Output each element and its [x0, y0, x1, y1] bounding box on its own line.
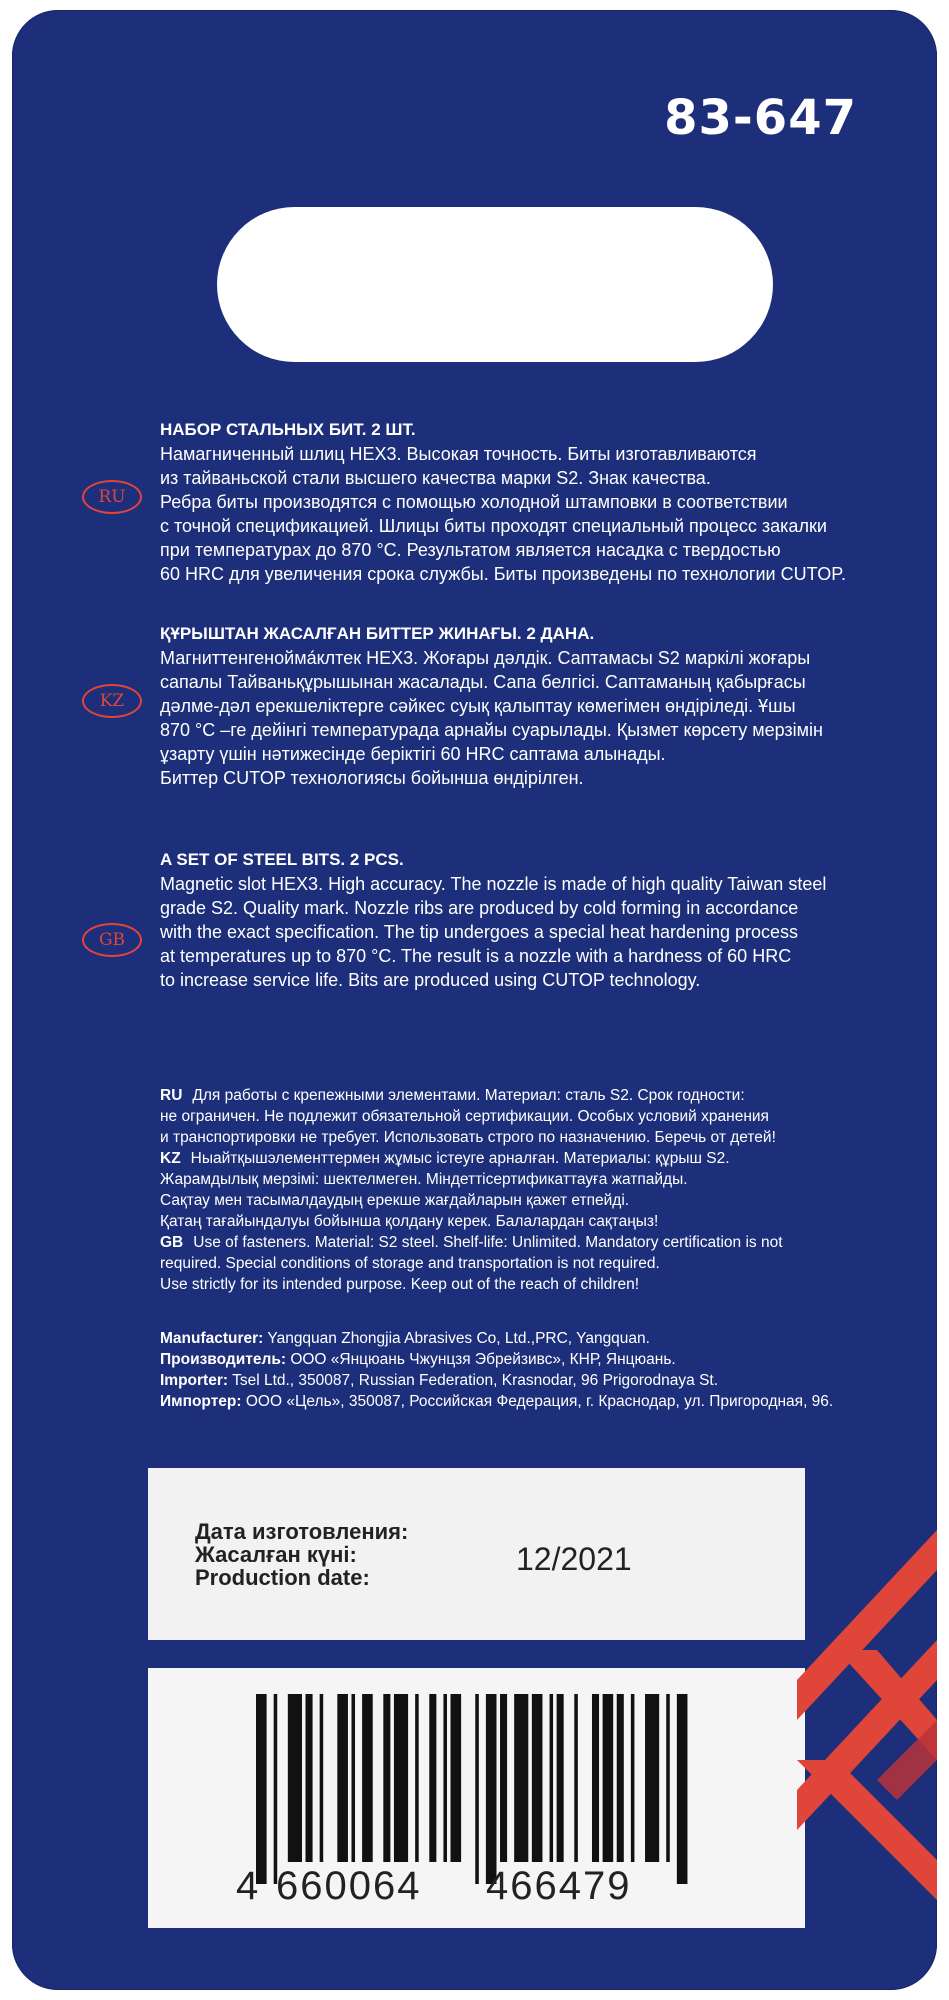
importer-ru-line: Импортер: ООО «Цель», 350087, Российская Федерация, г. Краснодар, ул. Пригородная, 96. — [160, 1393, 834, 1410]
note-code: KZ — [160, 1150, 181, 1167]
production-date-value: 12/2021 — [516, 1541, 632, 1577]
note-line: Жарамдылық мерзімі: шектелмеген. Міндеттісертификаттауға жатпайды. — [160, 1171, 688, 1188]
note-line: required. Special conditions of storage and transportation is not required. — [160, 1255, 660, 1272]
lang-badge-gb: GB — [82, 923, 142, 957]
section-title: НАБОР СТАЛЬНЫХ БИТ. 2 ШТ. — [160, 420, 416, 439]
production-date-labels: Дата изготовления: Жасалған күні: Production date: — [195, 1519, 409, 1590]
section-ru — [160, 418, 900, 586]
barcode-box — [148, 1668, 805, 1928]
note-line: и транспортировки не требует. Использовать строго по назначению. Беречь от детей! — [160, 1129, 776, 1146]
lang-badge-ru: RU — [82, 480, 142, 514]
note-line: Use strictly for its intended purpose. Keep out of the reach of children! — [160, 1276, 640, 1293]
producer-line: Производитель: ООО «Янцюань Чжунцзя Эбрейзивс», КНР, Янцюань. — [160, 1351, 676, 1368]
note-line: Для работы с крепежными элементами. Материал: сталь S2. Срок годности: — [192, 1087, 745, 1104]
barcode-digits-left: 660064 — [276, 1864, 422, 1908]
note-line: Қатаң тағайындалуы бойынша қолдану керек. Балалардан сақтаңыз! — [160, 1213, 659, 1230]
barcode-icon — [256, 1694, 691, 1884]
barcode-digit-first: 4 — [236, 1864, 261, 1908]
note-kz — [160, 1148, 900, 1232]
note-code: RU — [160, 1087, 183, 1104]
note-line: не ограничен. Не подлежит обязательной сертификации. Особых условий хранения — [160, 1108, 769, 1125]
section-title: A SET OF STEEL BITS. 2 PCS. — [160, 850, 404, 869]
hang-hole — [217, 207, 773, 362]
note-line: Ныайтқышэлементтермен жұмыс істеуге арналған. Материалы: құрыш S2. — [190, 1150, 730, 1167]
importer-line: Importer: Tsel Ltd., 350087, Russian Federation, Krasnodar, 96 Prigorodnaya St. — [160, 1372, 719, 1389]
manufacturer-info — [160, 1328, 920, 1412]
decorative-stripes-icon — [797, 1530, 937, 1950]
package-card — [12, 10, 937, 1990]
note-ru — [160, 1085, 900, 1148]
lang-badge-kz: KZ — [82, 684, 142, 718]
sku-number: 83-647 — [664, 90, 857, 146]
section-text: Намагниченный шлиц HEX3. Высокая точность. Биты изготавливаются из тайваньской стали высшего качества марки S2. Знак качества. Ребра биты производятся с помощью холодной штамповки в соответствии с точной спецификацией. Шлицы биты проходят специальный процесс закалки при температурах до 870 °С. Результатом является насадка с твердостью 60 HRC для увеличения срока службы. Биты произведены по технологии CUTOP. — [160, 444, 846, 584]
section-title: ҚҰРЫШТАН ЖАСАЛҒАН БИТТЕР ЖИНАҒЫ. 2 ДАНА. — [160, 624, 595, 643]
section-text: Магниттенгенойма́клтек HEX3. Жоғары дәлдік. Саптамасы S2 маркілі жоғары сапалы Тайваньқұрышынан жасалады. Сапа белгісі. Саптаманың қабырғасы дәлме-дәл ерекшеліктерге сәйкес суық қалыптау көмегімен өндіріледі. Ұшы 870 °С –ге дейінгі температурада арнайы суарылады. Қызмет көрсету мерзімін ұзарту үшін нәтижесінде беріктігі 60 HRC саптама алынады. Биттер CUTOP технологиясы бойынша өндірілген. — [160, 648, 823, 788]
manufacturer-line: Manufacturer: Yangquan Zhongjia Abrasives Co, Ltd.,PRC, Yangquan. — [160, 1330, 650, 1347]
production-date-box — [148, 1468, 805, 1640]
note-line: Use of fasteners. Material: S2 steel. Shelf-life: Unlimited. Mandatory certification is not — [193, 1234, 783, 1251]
barcode-digits-right: 466479 — [486, 1864, 632, 1908]
note-code: GB — [160, 1234, 184, 1251]
note-gb — [160, 1232, 900, 1295]
note-line: Сақтау мен тасымалдаудың ерекше жағдайларын қажет етпейді. — [160, 1192, 630, 1209]
section-kz — [160, 622, 900, 790]
section-text: Magnetic slot HEX3. High accuracy. The nozzle is made of high quality Taiwan steel grade S2. Quality mark. Nozzle ribs are produced by cold forming in accordance with the exact specification. The tip undergoes a special heat hardening process at temperatures up to 870 °C. The result is a nozzle with a hardness of 60 HRC to increase service life. Bits are produced using CUTOP technology. — [160, 874, 827, 990]
section-gb — [160, 848, 900, 992]
usage-notes — [160, 1085, 900, 1295]
